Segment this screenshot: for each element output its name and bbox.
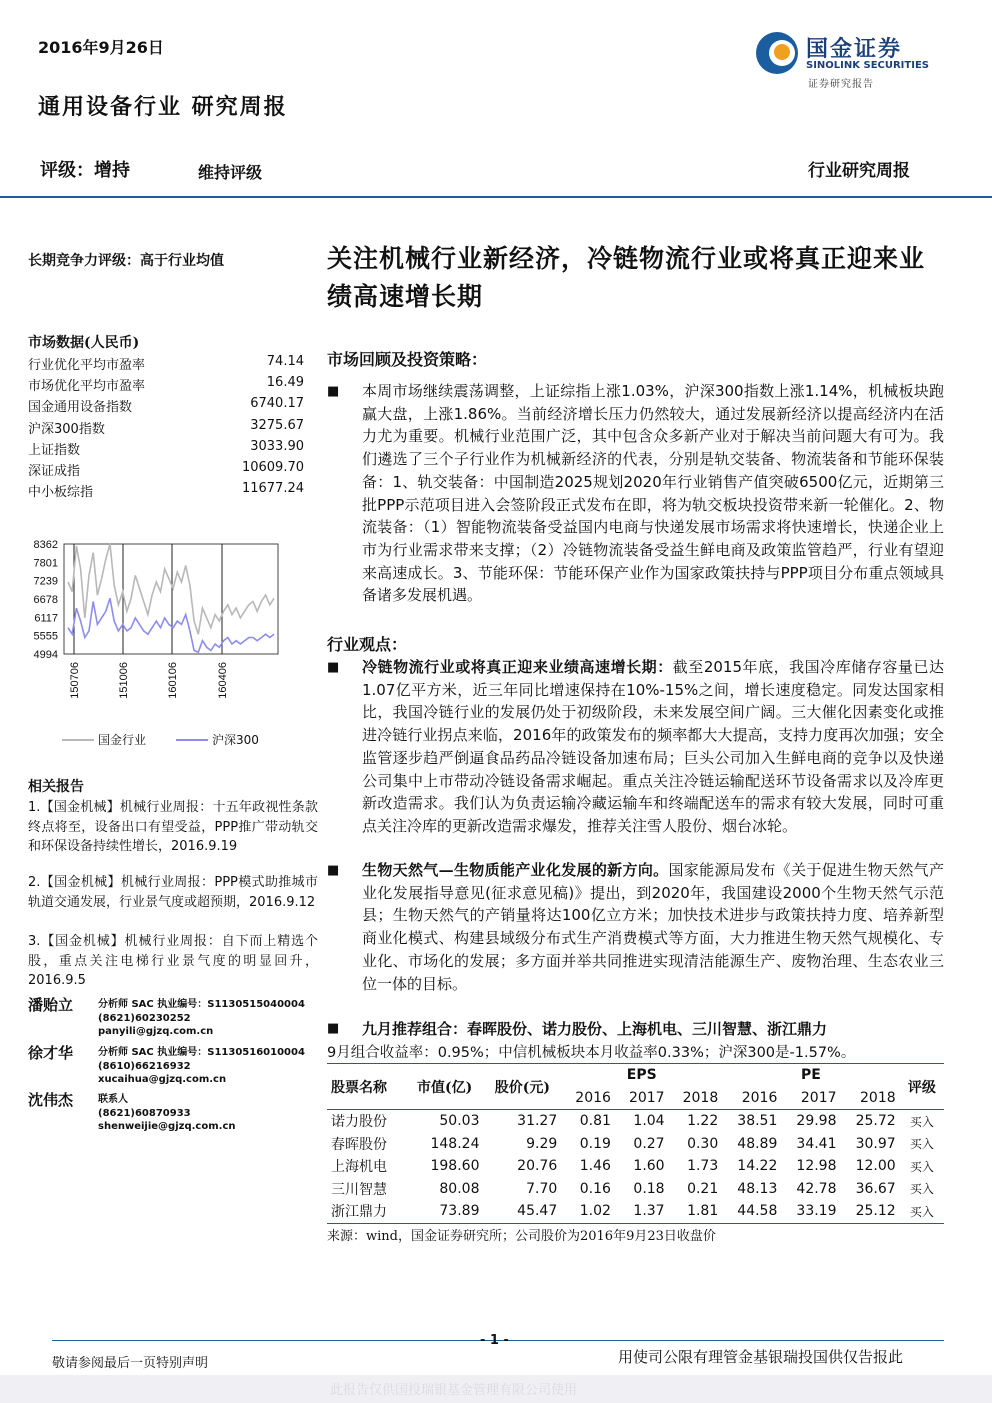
recommended-stocks-table <box>327 1063 944 1224</box>
industry-title: 通用设备行业 研究周报 <box>38 94 288 120</box>
related-report: 2.【国金机械】机械行业周报：PPP模式助推城市轨道交通发展，行业景气度或超预期，2016.9.12 <box>28 875 318 910</box>
bullet-icon: ■ <box>327 863 340 878</box>
related-reports-title: 相关报告 <box>28 779 84 795</box>
index-chart <box>20 530 290 770</box>
analyst-info: 联系人 (8621)60870933 shenweijie@gjzq.com.cn <box>98 1094 236 1132</box>
col-rating: 评级 <box>907 1079 936 1096</box>
related-report: 1.【国金机械】机械行业周报：十五年政视性条款终点将至，设备出口有望受益，PPP推广带动轨交和环保设备持续性增长，2016.9.19 <box>28 800 318 854</box>
recommendation-title: 九月推荐组合：春晖股份、诺力股份、上海机电、三川智慧、浙江鼎力 <box>362 1020 828 1038</box>
table-row: 浙江鼎力 73.89 45.47 1.02 1.37 1.81 44.58 33.19 25.12 买入 <box>327 1200 944 1223</box>
market-row: 行业优化平均市盈率 74.14 <box>28 354 304 373</box>
year-header: 2017 <box>628 1089 665 1106</box>
logo-subtitle: 证券研究报告 <box>808 79 874 90</box>
table-source: 来源：wind，国金证券研究所；公司股价为2016年9月23日收盘价 <box>327 1229 716 1244</box>
cold-chain-paragraph: 冷链物流行业或将真正迎来业绩高速增长期：截至2015年底，我国冷库储存容量已达1.07亿平方米，近三年同比增速保持在10%-15%之间，增长速度稳定。同发达国家相比，我国冷链行业的发展仍处于初级阶段，未来发展空间广阔。三大催化因素变化或推进冷链行业拐点来临，2016年的政策发布的频率都大大提高，支持力度再次加强；安全监管逐步趋严倒逼食品药品冷链设备加速布局；巨头公司加入生鲜电商的竞争以及快递公司集中上市带动冷链设备需求崛起。重点关注冷链运输配送环节设备需求以及冷库更新改造需求。我们认为负责运输冷藏运输车和终端配送车的需求有较大发展，同时可重点关注冷库的更新改造需求爆发，推荐关注雪人股份、烟台冰轮。 <box>362 658 944 835</box>
analyst-name: 徐才华 <box>28 1044 74 1062</box>
y-tick-label: 4994 <box>33 649 58 661</box>
y-tick-label: 7239 <box>33 575 58 588</box>
bullet-icon: ■ <box>327 660 340 675</box>
col-eps: EPS <box>626 1067 657 1084</box>
x-tick-label: 150706 <box>69 662 81 699</box>
table-row: 上海机电 198.60 20.76 1.46 1.60 1.73 14.22 12.98 12.00 买入 <box>331 1158 934 1176</box>
report-date: 2016年9月26日 <box>38 38 164 57</box>
portfolio-return: 9月组合收益率：0.95%；中信机械板块本月收益率0.33%；沪深300是-1.57%。 <box>327 1045 856 1061</box>
market-row: 上证指数 3033.90 <box>28 439 304 458</box>
watermark-bar <box>0 1375 992 1403</box>
market-row: 深证成指 10609.70 <box>28 460 304 479</box>
x-tick-label: 160106 <box>167 662 179 699</box>
bullet-icon: ■ <box>327 1021 340 1036</box>
col-pe: PE <box>801 1067 821 1084</box>
col-name: 股票名称 <box>331 1079 387 1096</box>
col-cap: 市值(亿) <box>416 1079 473 1096</box>
biogas-paragraph: 生物天然气—生物质能产业化发展的新方向。国家能源局发布《关于促进生物天然气产业化发展指导意见(征求意见稿)》提出，到2020年，我国建设2000个生物天然气示范县；生物天然气的产销量将达100亿立方米；加快技术进步与政策扶持力度、培养新型商业化模式、构建县域级分布式生产消费模式等方面，大力推进生物天然气规模化、专业化、市场化的发展；多方面并举共同推进实现清洁能源生产、废物治理、生态农业三位一体的目标。 <box>362 861 944 993</box>
market-row: 国金通用设备指数 6740.17 <box>28 396 304 415</box>
bullet-icon: ■ <box>327 384 340 399</box>
company-logo <box>756 30 946 92</box>
analyst-name: 潘贻立 <box>28 996 74 1014</box>
header-divider <box>0 196 992 198</box>
report-type: 行业研究周报 <box>808 161 910 181</box>
analyst-name: 沈伟杰 <box>28 1091 74 1109</box>
year-header: 2018 <box>860 1089 896 1106</box>
rating-label: 评级：增持 <box>40 160 130 181</box>
y-tick-label: 6678 <box>33 594 58 606</box>
y-tick-label: 8362 <box>33 539 58 551</box>
year-header: 2016 <box>575 1089 611 1106</box>
section-market-review: 市场回顾及投资策略： <box>327 350 488 369</box>
report-headline: 关注机械行业新经济，冷链物流行业或将真正迎来业绩高速增长期 <box>327 244 926 311</box>
y-tick-label: 5555 <box>33 630 58 643</box>
col-price: 股价(元) <box>494 1079 550 1096</box>
year-header: 2017 <box>800 1089 837 1106</box>
year-header: 2016 <box>741 1089 778 1106</box>
series-line-2 <box>68 598 274 652</box>
market-row: 中小板综指 11677.24 <box>28 481 304 500</box>
market-row: 沪深300指数 3275.67 <box>28 418 304 437</box>
analyst-info: 分析师 SAC 执业编号：S1130516010004 (8610)66216932 xucaihua@gjzq.com.cn <box>98 1047 305 1085</box>
table-row: 春晖股份 148.24 9.29 0.19 0.27 0.30 48.89 34.41 30.97 买入 <box>331 1135 934 1153</box>
disclaimer-note: 敬请参阅最后一页特别声明 <box>52 1356 209 1371</box>
page-number: - 1 - <box>480 1333 509 1348</box>
logo-cn-text: 国金证券 <box>806 37 903 62</box>
section-industry-view: 行业观点： <box>327 635 408 654</box>
x-tick-label: 151006 <box>118 662 130 699</box>
market-data-title: 市场数据(人民币) <box>28 335 140 351</box>
maintain-rating: 维持评级 <box>198 163 263 182</box>
footer-text: 用使司公限有理管金基银瑞投国供仅告报此 <box>618 1348 904 1366</box>
legend-label: 国金行业 <box>98 733 147 747</box>
long-term-rating: 长期竞争力评级：高于行业均值 <box>28 253 224 269</box>
y-tick-label: 7801 <box>33 557 58 570</box>
logo-en-text: SINOLINK SECURITIES <box>806 60 929 71</box>
related-report: 3.【国金机械】机械行业周报：自下而上精选个股，重点关注电梯行业景气度的明显回升，2016.9.5 <box>28 934 318 988</box>
table-row: 诺力股份 50.03 31.27 0.81 1.04 1.22 38.51 29.98 25.72 买入 <box>331 1113 934 1131</box>
market-row: 市场优化平均市盈率 16.49 <box>28 375 304 394</box>
table-row: 三川智慧 80.08 7.70 0.16 0.18 0.21 48.13 42.78 36.67 买入 <box>331 1180 934 1198</box>
year-header: 2018 <box>682 1089 719 1106</box>
x-tick-label: 160406 <box>217 662 229 699</box>
watermark-text: 此报告仅供国投瑞银基金管理有限公司使用 <box>330 1383 578 1398</box>
market-review-paragraph: 本周市场继续震荡调整，上证综指上涨1.03%，沪深300指数上涨1.14%，机械板块跑赢大盘，上涨1.86%。当前经济增长压力仍然较大，通过发展新经济以提高经济内在活力尤为重要。机械行业范围广泛，其中包含众多新产业对于解决当前问题大有可为。我们遴选了三个子行业作为机械新经济的代表，分别是轨交装备、物流装备和节能环保装备：1、轨交装备：中国制造2025规划2020年行业销售产值突破6500亿元，近期第三批PPP示范项目进入会签阶段正式发布在即，将为轨交板块投资带来新一轮催化。2、物流装备：（1）智能物流装备受益国内电商与快递发展市场需求将快速增长，快递企业上市为行业需求带来支撑；（2）冷链物流装备受益生鲜电商及政策监管趋严，行业有望迎来高速成长。3、节能环保：节能环保产业作为国家政策扶持与PPP项目分布重点领域具备诸多发展机遇。 <box>362 382 944 605</box>
y-tick-label: 6117 <box>34 612 58 625</box>
chart-frame <box>64 544 278 654</box>
analyst-info: 分析师 SAC 执业编号：S1130515040004 (8621)60230252 panyili@gjzq.com.cn <box>98 999 305 1037</box>
legend-label: 沪深300 <box>212 733 259 747</box>
